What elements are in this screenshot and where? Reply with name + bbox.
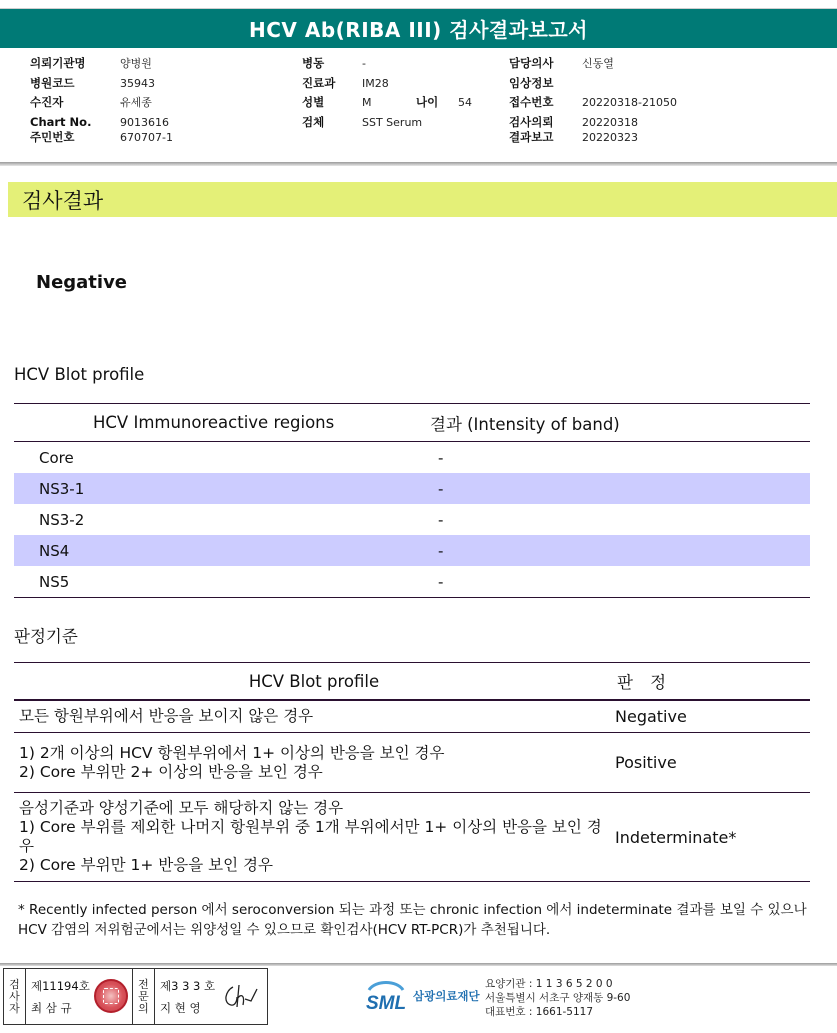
signer-tag (133, 969, 155, 1024)
criteria-cell (14, 796, 615, 878)
info-value: 20220318 (582, 115, 638, 129)
criteria-line: 2) Core 부위만 2+ 이상의 반응을 보인 경우 (19, 762, 323, 781)
info-label: 주민번호 (30, 130, 75, 144)
criteria-line: 1) Core 부위를 제외한 나머지 항원부위 중 1개 부위에서만 1+ 이상의 반응을 보인 경우 (19, 818, 602, 855)
logo-text: SML (366, 993, 407, 1014)
result-cell: - (438, 510, 444, 529)
info-row (30, 128, 173, 148)
tag-char: 문 (138, 989, 149, 1003)
info-value: 9013616 (120, 115, 169, 129)
blot-profile-table (14, 403, 810, 598)
criteria-title: 판정기준 (14, 627, 78, 646)
sml-logo (363, 976, 480, 1016)
info-value: IM28 (362, 76, 389, 90)
info-label: 검사의뢰 (509, 114, 554, 129)
table-row (14, 535, 810, 566)
table-row (14, 701, 810, 733)
info-row (509, 128, 677, 148)
signer-cell (26, 969, 133, 1024)
info-column-3 (509, 54, 677, 148)
table-row (14, 566, 810, 597)
info-value: 54 (458, 96, 472, 109)
info-value: 35943 (120, 76, 155, 90)
tag-char: 검 (9, 977, 20, 991)
overall-result: Negative (36, 272, 128, 293)
column-header: HCV Immunoreactive regions (93, 413, 335, 432)
table-row (14, 504, 810, 535)
info-row (30, 93, 173, 113)
contact-line: 서울특별시 서초구 양재동 9-60 (485, 992, 631, 1004)
info-row (302, 93, 512, 113)
info-label: Chart No. (30, 114, 92, 129)
column-header: 결과 (Intensity of band) (430, 414, 620, 434)
contact-info (485, 977, 630, 1019)
info-row (30, 74, 173, 94)
region-cell: NS5 (39, 572, 70, 591)
criteria-table (14, 662, 810, 882)
result-cell: - (438, 572, 444, 591)
info-value: SST Serum (362, 115, 423, 129)
info-label: 접수번호 (509, 95, 554, 109)
organization-name: 삼광의료재단 (413, 989, 480, 1003)
footnote: * Recently infected person 에서 seroconversion 되는 과정 또는 chronic infection 에서 indeterminate 결과를 보일 수 있으나 HCV 감염의 저위험군에서는 위양성일 수 있으므로 확인검사(HCV RT-PCR)가 추천됩니다. (18, 902, 807, 938)
signer-cell (155, 969, 267, 1024)
license-number: 제11194호 (31, 978, 90, 993)
seal-stamp-icon (94, 979, 128, 1013)
info-value: M (362, 96, 372, 109)
criteria-line: 1) 2개 이상의 HCV 항원부위에서 1+ 이상의 반응을 보인 경우 (19, 743, 445, 762)
tag-char: 사 (9, 989, 20, 1003)
criteria-line: 모든 항원부위에서 반응을 보이지 않은 경우 (19, 707, 314, 725)
info-value: 양병원 (120, 57, 152, 70)
signer-name: 지 현 영 (160, 1000, 201, 1015)
info-label: 병동 (302, 56, 325, 70)
divider (0, 162, 837, 166)
info-row (302, 54, 512, 74)
tag-char: 전 (138, 977, 149, 991)
info-row (509, 74, 677, 94)
table-header (14, 663, 810, 701)
criteria-cell (14, 741, 615, 785)
verdict-cell: Indeterminate* (615, 827, 737, 847)
info-label: 수진자 (30, 95, 64, 109)
table-row (14, 442, 810, 473)
info-label: 담당의사 (509, 56, 554, 70)
region-cell: NS3-1 (39, 479, 85, 498)
region-cell: NS3-2 (39, 510, 85, 529)
column-header: HCV Blot profile (248, 671, 380, 691)
verdict-cell: Positive (615, 753, 677, 772)
handwritten-signature-icon (221, 981, 261, 1011)
table-header (14, 404, 810, 442)
result-cell: - (438, 541, 444, 560)
tag-char: 자 (9, 1001, 20, 1015)
signer-tag (4, 969, 26, 1024)
table-row (14, 733, 810, 793)
table-row (14, 473, 810, 504)
info-label: 성별 (302, 95, 325, 109)
signature-box (3, 968, 268, 1025)
info-row (509, 93, 677, 113)
verdict-cell: Negative (615, 707, 687, 726)
section-title: 검사결과 (8, 182, 837, 217)
info-row (509, 54, 677, 74)
info-label: 진료과 (302, 75, 336, 90)
info-value: 20220318-21050 (582, 96, 677, 109)
tag-char: 의 (138, 1001, 149, 1015)
blot-profile-title: HCV Blot profile (14, 365, 145, 384)
info-value: - (362, 57, 366, 70)
info-label: 결과보고 (509, 130, 554, 144)
info-value: 유세종 (120, 96, 152, 109)
result-cell: - (438, 448, 444, 467)
table-row (14, 793, 810, 881)
criteria-line: 2) Core 부위만 1+ 반응을 보인 경우 (19, 856, 273, 874)
license-number: 제3 3 3 호 (160, 978, 216, 993)
report-title: HCV Ab(RIBA III) 검사결과보고서 (0, 8, 837, 48)
info-value: 20220323 (582, 131, 638, 144)
info-label: 나이 (416, 95, 439, 109)
result-cell: - (438, 479, 444, 498)
region-cell: Core (39, 448, 74, 467)
info-value: 신동열 (582, 57, 614, 70)
info-row (302, 74, 512, 94)
criteria-cell (14, 704, 615, 729)
info-label: 병원코드 (30, 75, 75, 90)
criteria-line: 음성기준과 양성기준에 모두 해당하지 않는 경우 (19, 799, 344, 817)
info-column-2 (302, 54, 512, 132)
info-row (30, 54, 173, 74)
contact-line: 요양기관 : 1 1 3 6 5 2 0 0 (485, 978, 613, 990)
info-label: 검체 (302, 114, 325, 129)
contact-line: 대표번호 : 1661-5117 (485, 1006, 594, 1018)
column-header: 판 정 (617, 673, 673, 692)
info-value: 670707-1 (120, 131, 173, 144)
info-column-1 (30, 54, 173, 148)
footer-divider (0, 963, 837, 966)
region-cell: NS4 (39, 541, 70, 560)
info-label: 의뢰기관명 (30, 56, 86, 70)
signer-name: 최 삼 규 (31, 1000, 72, 1015)
info-row (302, 113, 512, 133)
sml-logo-icon (363, 976, 409, 1016)
info-label: 임상정보 (509, 75, 554, 90)
